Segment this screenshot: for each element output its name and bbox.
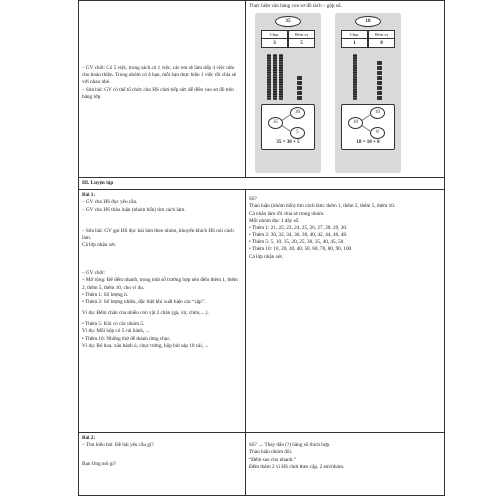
bai2-title: Bài 2: [82,435,96,442]
row-bai-2 [79,433,445,496]
bai2-right-2: Thảo luận nhóm đôi. [249,449,293,456]
cell-teacher-activity [79,1,246,178]
row-section-title [79,178,445,190]
bai1-right-4: Mỗi nhóm đọc 1 dãy số. [249,217,300,224]
bai1-left-12: • Thêm 10: Những thứ để thành từng chục. [82,335,171,342]
split-tree-35 [261,104,315,150]
text-sua-bai: – Sửa bài: GV có thể tổ chức cho HS chơi tiếp sức để điền vào sơ đồ trên bảng lớp. [82,86,234,100]
number-oval: 18 [355,16,381,27]
bai1-right-7: • Thêm 5: 5, 10, 15, 20, 25, 30, 35, 40, 45, 50. [249,239,345,246]
row-bai-1 [79,190,445,433]
bai1-right-1: Số? [249,196,257,203]
value-tens: 3 [261,39,288,48]
bai1-right-3: Cá nhân làm rồi chia sẻ trong nhóm. [249,210,325,217]
equation: 18 = 10 + 8 [356,140,380,146]
number-oval: 35 [275,16,301,27]
bai1-left-3: – Sửa bài: GV gọi HS đọc bài làm theo nhóm, khuyến khích HS nói cách làm. [82,227,234,241]
ten-sticks-illustration [261,50,315,102]
bai1-left-13: Ví dụ: Bó hoa, xâu bánh ú, chục trứng, hộp bút sáp 10 cái, ... [82,342,209,349]
cell-bai1-student [246,190,445,433]
header-tens: Chục [261,30,288,39]
ten-sticks-illustration [341,50,395,102]
cell-bai2-teacher [79,433,246,496]
value-tens: 1 [341,39,368,48]
header-units: Đơn vị [288,30,315,39]
cell-bai2-student [246,433,445,496]
bai1-left-5: – GV chốt: [82,270,105,277]
bai1-left-1: – GV cho HS đọc yêu cầu. [82,199,138,206]
bai2-right-4: Đếm thêm 2 vì HS chơi theo cặp, 2 em/nhóm. [249,463,345,470]
section-title [79,178,445,190]
split-tree-18 [341,104,395,150]
header-tens: Chục [341,30,368,39]
bai1-left-8: • Thêm 2: Số lượng nhiều, đặc biệt khi xuất hiện các “cặp”. [82,298,206,305]
row-activity [79,1,445,178]
bai1-right-6: • Thêm 2: 30, 32, 34, 36, 38, 40, 42, 44, 46, 48. [249,232,348,239]
bai2-left-1: – Tìm hiểu bài: Đề bài yêu cầu gì? [82,442,154,449]
tree-part-bottom: 8 [370,127,385,139]
tree-whole: 18 [348,117,363,129]
abacus-panel-35 [255,13,321,173]
bai2-left-2: Bạn Ong nói gì? [82,460,117,467]
tree-whole: 35 [268,117,283,129]
lesson-table [78,0,445,496]
tree-part-top: 30 [290,107,305,119]
bai1-left-7: • Thêm 1: Số lượng ít. [82,291,129,298]
abacus-panel-18 [335,13,401,173]
text-gv-chot: – GV chốt: Có 5 việc, trong sách có 1 việc, các em sẽ làm tiếp 4 việc nữa cho hoàn thiện. Trong nhóm có 4 bạn, mỗi bạn thực hiện 1 việc rồi chia sẻ với nhau nhé. [82,65,237,86]
bai1-left-2: – GV cho HS thảo luận (nhóm bốn) tìm cách làm. [82,206,186,213]
bai2-right-3: “Đếm sao cho nhanh.” [249,456,296,463]
value-units: 8 [368,39,395,48]
bai1-left-10: • Thêm 5: Khi có các nhóm 5. [82,321,145,328]
bai1-right-8: • Thêm 10: 10, 20, 30, 40, 50, 60, 70, 80, 90, 100. [249,246,353,253]
bai1-left-9: Ví dụ: Đếm chân của nhiều con vật 2 chân (gà, vịt, chim,....). [82,310,209,317]
bai1-right-9: Cả lớp nhận xét. [249,253,284,260]
bai1-right-2: Thảo luận (nhóm bốn) tìm cách làm: thêm 1, thêm 2, thêm 5, thêm 10. [249,203,396,210]
cell-bai1-teacher [79,190,246,433]
value-units: 5 [288,39,315,48]
cell-student-activity [246,1,445,178]
bai2-right-1: Số? → Thay dấu (?) bằng số thích hợp. [249,442,331,449]
text-instruction: Thực hiện vào bảng con sơ đồ tách – gộp số. [249,3,342,9]
bai1-left-11: Ví dụ: Mỗi hộp có 5 cái bánh, ... [82,328,150,335]
section-title-text: III. Luyện tập [82,180,114,186]
bai1-right-5: • Thêm 1: 21, 22, 23, 24, 25, 26, 27, 28, 29, 30. [249,224,348,231]
bai1-left-4: Cả lớp nhận xét. [82,242,117,249]
header-units: Đơn vị [368,30,395,39]
bai1-left-6: – Mở rộng: Để đếm nhanh, trong một số trường hợp nên đếm thêm 1, thêm 2, thêm 5, thêm 10, cho ví dụ. [82,277,238,291]
tree-part-bottom: 5 [290,127,305,139]
tree-part-top: 10 [370,107,385,119]
bai1-title: Bài 1: [82,192,96,199]
equation: 35 = 30 + 5 [276,140,300,146]
